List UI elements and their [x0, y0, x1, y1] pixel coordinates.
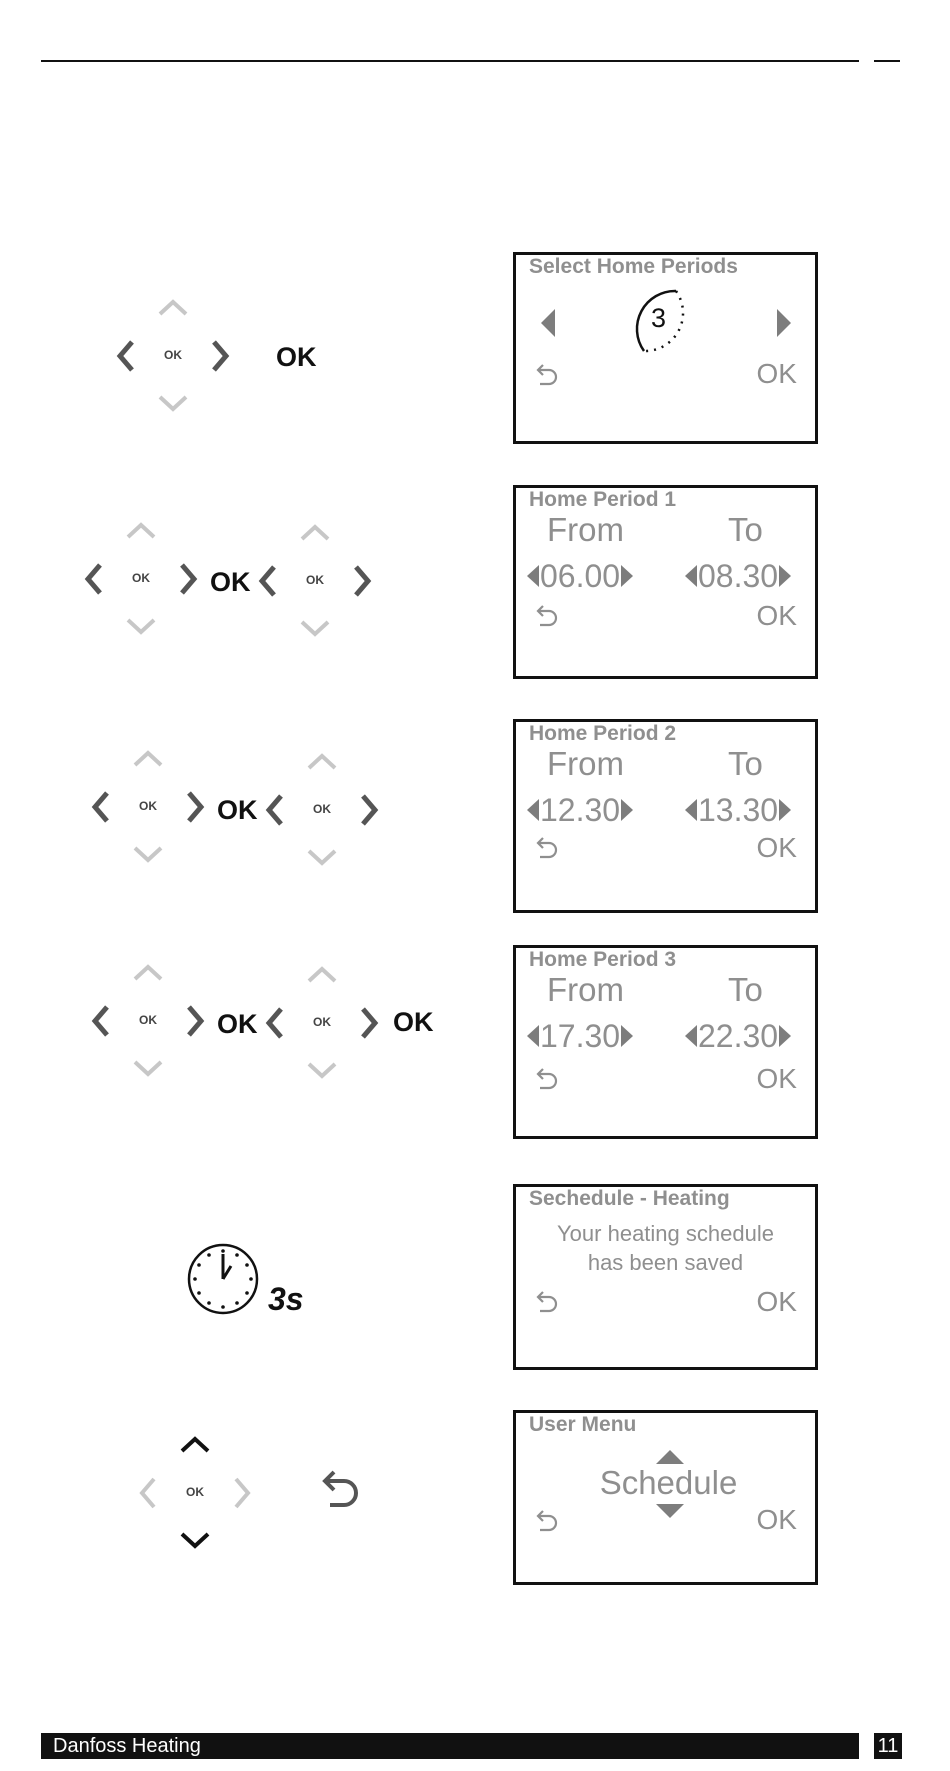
screen-ok-button[interactable]: OK: [756, 358, 797, 389]
ok-press-label: OK: [276, 342, 317, 372]
down-arrow[interactable]: [302, 622, 328, 634]
screen-ok-button[interactable]: OK: [756, 832, 797, 863]
ok-center-button[interactable]: OK: [139, 1013, 157, 1027]
nav-pad-right: [257, 744, 387, 876]
up-arrow[interactable]: [302, 527, 328, 539]
period-count-value: 3: [651, 303, 667, 333]
screen-user-menu: [513, 1410, 818, 1585]
message-line-1: Your heating schedule: [557, 1221, 774, 1246]
right-arrow[interactable]: [356, 567, 368, 595]
right-arrow[interactable]: [214, 342, 226, 370]
left-arrow[interactable]: [95, 793, 107, 821]
right-arrow[interactable]: [236, 1479, 248, 1507]
nav-pad-right: [250, 515, 380, 647]
header-rule: [41, 60, 859, 62]
right-arrow[interactable]: [363, 1009, 375, 1037]
screen-select-home-periods: [513, 252, 818, 444]
down-arrow[interactable]: [135, 1062, 161, 1074]
back-icon[interactable]: [534, 834, 560, 860]
decrease-triangle-icon[interactable]: [527, 1025, 539, 1047]
footer-bar: [41, 1733, 859, 1759]
ok-center-button[interactable]: OK: [313, 1015, 331, 1029]
left-arrow[interactable]: [95, 1007, 107, 1035]
screen-ok-button[interactable]: OK: [756, 600, 797, 631]
ok-press-label-1: OK: [217, 1009, 258, 1039]
decrease-triangle-icon[interactable]: [527, 565, 539, 587]
right-arrow[interactable]: [182, 565, 194, 593]
to-time-value: 08.30: [698, 558, 779, 594]
from-time-value: 06.00: [540, 558, 621, 594]
nav-pad-right: [257, 957, 387, 1089]
ok-center-button[interactable]: OK: [313, 802, 331, 816]
right-triangle-icon[interactable]: [775, 309, 791, 337]
up-arrow[interactable]: [182, 1439, 208, 1451]
back-arrow-icon[interactable]: [320, 1468, 362, 1512]
increase-triangle-icon[interactable]: [779, 799, 791, 821]
screen-title: Home Period 2: [529, 722, 677, 745]
to-time-value: 22.30: [698, 1018, 779, 1054]
left-arrow[interactable]: [142, 1479, 154, 1507]
to-time-value: 13.30: [698, 792, 779, 828]
screen-ok-button[interactable]: OK: [756, 1504, 797, 1535]
from-label: From: [547, 971, 624, 1008]
menu-down-triangle-icon[interactable]: [656, 1504, 684, 1518]
footer-brand: Danfoss Heating: [53, 1735, 201, 1757]
to-time-selector[interactable]: [685, 1018, 791, 1054]
increase-triangle-icon[interactable]: [621, 799, 633, 821]
message-line-2: has been saved: [587, 1250, 744, 1275]
down-arrow[interactable]: [135, 848, 161, 860]
right-arrow[interactable]: [189, 1007, 201, 1035]
nav-pad: [130, 1427, 260, 1559]
increase-triangle-icon[interactable]: [779, 565, 791, 587]
screen-schedule-saved: [513, 1184, 818, 1370]
down-arrow[interactable]: [309, 1064, 335, 1076]
screen-title: Select Home Periods: [529, 255, 738, 278]
down-arrow[interactable]: [160, 397, 186, 409]
down-arrow[interactable]: [309, 851, 335, 863]
to-time-selector[interactable]: [685, 558, 791, 594]
from-label: From: [547, 511, 624, 548]
left-arrow[interactable]: [262, 567, 274, 595]
wait-duration-label: 3s: [268, 1281, 304, 1317]
up-arrow[interactable]: [309, 969, 335, 981]
back-icon[interactable]: [534, 1288, 560, 1314]
back-icon[interactable]: [534, 602, 560, 628]
to-label: To: [728, 745, 763, 782]
down-arrow[interactable]: [182, 1534, 208, 1546]
decrease-triangle-icon[interactable]: [685, 799, 697, 821]
to-label: To: [728, 511, 763, 548]
down-arrow[interactable]: [128, 620, 154, 632]
ok-center-button[interactable]: OK: [164, 348, 182, 362]
right-arrow[interactable]: [363, 796, 375, 824]
screen-title: Home Period 1: [529, 488, 677, 511]
from-time-value: 12.30: [540, 792, 621, 828]
screen-ok-button[interactable]: OK: [756, 1286, 797, 1317]
nav-pad: [108, 290, 238, 422]
screen-home-period-2: [513, 719, 818, 913]
ok-center-button[interactable]: OK: [306, 573, 324, 587]
ok-press-label-2: OK: [393, 1007, 434, 1037]
up-arrow[interactable]: [128, 525, 154, 537]
page-number: 11: [877, 1735, 899, 1757]
from-time-value: 17.30: [540, 1018, 621, 1054]
right-arrow[interactable]: [189, 793, 201, 821]
left-triangle-icon[interactable]: [541, 309, 557, 337]
up-arrow[interactable]: [309, 756, 335, 768]
clock-icon: [186, 1242, 260, 1316]
from-label: From: [547, 745, 624, 782]
menu-up-triangle-icon[interactable]: [656, 1450, 684, 1464]
left-arrow[interactable]: [120, 342, 132, 370]
left-arrow[interactable]: [88, 565, 100, 593]
left-arrow[interactable]: [269, 1009, 281, 1037]
left-arrow[interactable]: [269, 796, 281, 824]
up-arrow[interactable]: [135, 967, 161, 979]
increase-triangle-icon[interactable]: [621, 1025, 633, 1047]
screen-home-period-1: [513, 485, 818, 679]
increase-triangle-icon[interactable]: [779, 1025, 791, 1047]
increase-triangle-icon[interactable]: [621, 565, 633, 587]
ok-center-button[interactable]: OK: [186, 1485, 204, 1499]
up-arrow[interactable]: [135, 753, 161, 765]
screen-home-period-3: [513, 945, 818, 1139]
ok-center-button[interactable]: OK: [139, 799, 157, 813]
nav-pad-left: [83, 741, 213, 873]
to-time-selector[interactable]: [685, 792, 791, 828]
back-icon[interactable]: [534, 1065, 560, 1091]
back-icon[interactable]: [534, 1507, 560, 1533]
ok-press-label: OK: [210, 567, 251, 597]
screen-title: Sechedule - Heating: [529, 1187, 730, 1210]
decrease-triangle-icon[interactable]: [685, 565, 697, 587]
screen-title: Home Period 3: [529, 948, 677, 971]
up-arrow[interactable]: [160, 302, 186, 314]
menu-item-schedule[interactable]: Schedule: [599, 1464, 738, 1501]
to-label: To: [728, 971, 763, 1008]
from-time-selector[interactable]: [527, 1018, 633, 1054]
ok-center-button[interactable]: OK: [132, 571, 150, 585]
ok-press-label: OK: [217, 795, 258, 825]
back-icon[interactable]: [534, 361, 560, 387]
page-number-box: [874, 1733, 902, 1759]
screen-ok-button[interactable]: OK: [756, 1063, 797, 1094]
decrease-triangle-icon[interactable]: [527, 799, 539, 821]
nav-pad-left: [83, 955, 213, 1087]
header-rule-short: [874, 60, 900, 62]
from-time-selector[interactable]: [527, 558, 633, 594]
nav-pad-left: [76, 513, 206, 645]
decrease-triangle-icon[interactable]: [685, 1025, 697, 1047]
from-time-selector[interactable]: [527, 792, 633, 828]
screen-title: User Menu: [529, 1413, 637, 1436]
